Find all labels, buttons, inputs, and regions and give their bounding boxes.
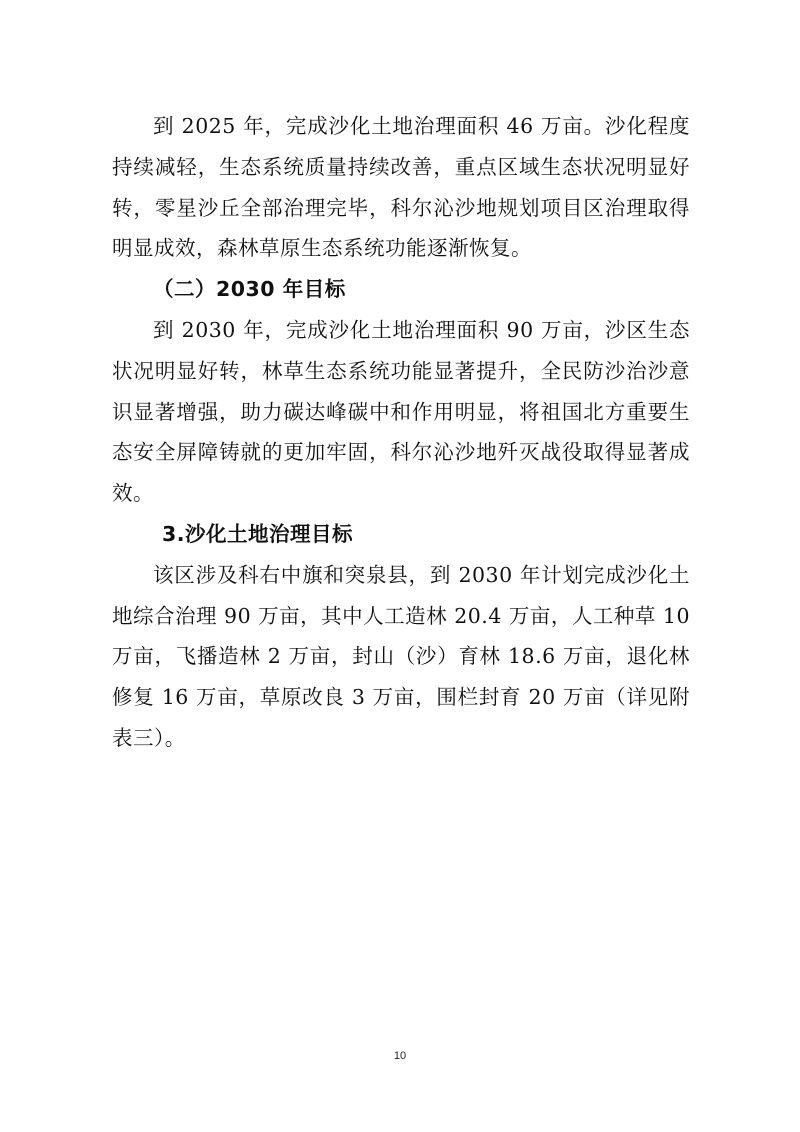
paragraph-2030-goal: 到 2030 年，完成沙化土地治理面积 90 万亩，沙区生态状况明显好转，林草生态系统功能显著提升，全民防沙治沙意识显著增强，助力碳达峰碳中和作用明显，将祖国北方重要生态安全屏障铸就的更加牢固，科尔沁沙地歼灭战役取得显著成效。 <box>112 317 690 506</box>
section-heading-treatment-targets: 3.沙化土地治理目标 <box>162 521 354 546</box>
paragraph-treatment-targets: 该区涉及科右中旗和突泉县，到 2030 年计划完成沙化土地综合治理 90 万亩，其中人工造林 20.4 万亩，人工种草 10 万亩，飞播造林 2 万亩，封山（沙）育林 18.6 万亩，退化林修复 16 万亩，草原改良 3 万亩，围栏封育 20 万亩（详见附表三）。 <box>112 562 690 750</box>
section-heading-2030-goal: （二）2030 年目标 <box>153 277 346 302</box>
page-number: 10 <box>393 1050 407 1062</box>
document-body <box>112 106 690 759</box>
paragraph-2025-goal: 到 2025 年，完成沙化土地治理面积 46 万亩。沙化程度持续减轻，生态系统质量持续改善，重点区域生态状况明显好转，零星沙丘全部治理完毕，科尔沁沙地规划项目区治理取得明显成效，森林草原生态系统功能逐渐恢复。 <box>112 114 690 261</box>
